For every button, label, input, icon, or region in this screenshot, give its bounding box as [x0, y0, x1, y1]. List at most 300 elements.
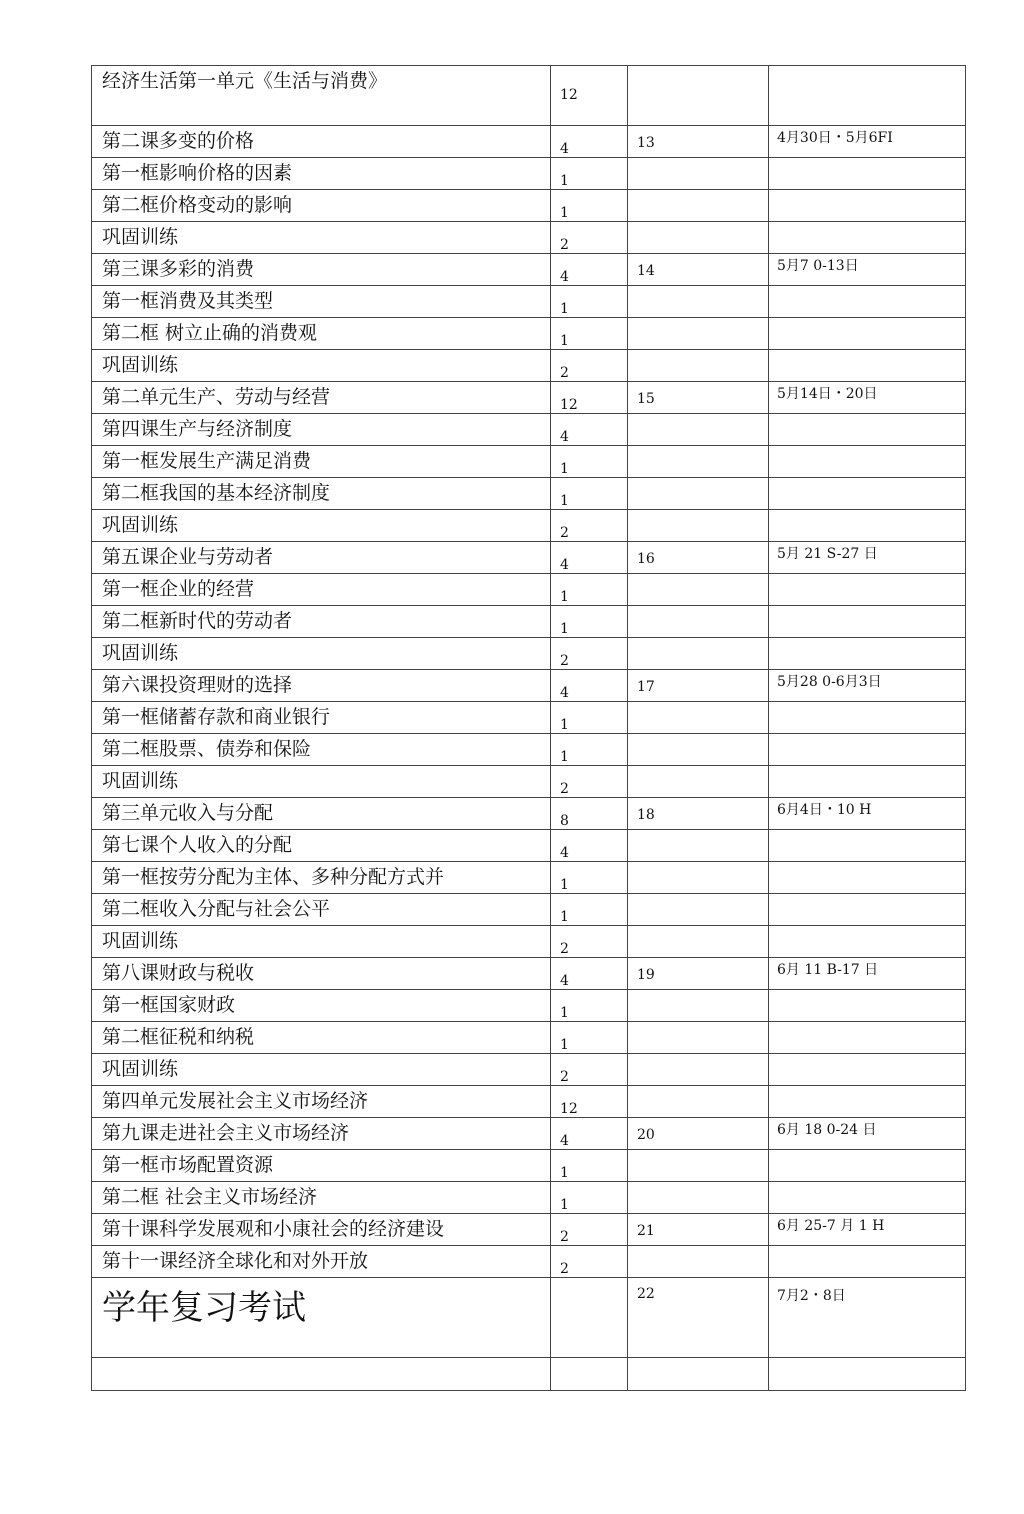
hours-text: 2 [560, 1229, 569, 1245]
table-row [92, 66, 966, 126]
date-cell [769, 670, 966, 702]
hours-cell [551, 1182, 628, 1214]
topic-cell [92, 478, 551, 510]
date-text [769, 414, 965, 418]
week-cell [628, 1214, 769, 1246]
hours-cell [551, 126, 628, 158]
week-text: 16 [637, 551, 655, 567]
date-text [769, 1182, 965, 1186]
table-row [92, 1246, 966, 1278]
week-text [628, 190, 768, 199]
hours-cell [551, 798, 628, 830]
date-cell [769, 254, 966, 286]
table-row [92, 382, 966, 414]
date-text [769, 766, 965, 770]
topic-cell [92, 990, 551, 1022]
week-text: 19 [637, 967, 655, 983]
table-row [92, 1086, 966, 1118]
topic-text: 经济生活第一单元《生活与消费》 [102, 70, 388, 92]
week-cell [628, 638, 769, 670]
topic-cell [92, 510, 551, 542]
date-cell [769, 606, 966, 638]
date-cell [769, 830, 966, 862]
topic-text: 第七课个人收入的分配 [102, 834, 293, 856]
date-text [769, 190, 965, 194]
topic-text: 第一框影响价格的因素 [102, 162, 293, 184]
week-text [628, 990, 768, 999]
date-text: 5月 21 S-27 日 [777, 546, 878, 562]
date-text [769, 510, 965, 514]
topic-cell [92, 862, 551, 894]
table-row [92, 1022, 966, 1054]
hours-text: 4 [560, 141, 569, 157]
topic-text: 第二框新时代的劳动者 [102, 610, 293, 632]
date-cell [769, 958, 966, 990]
topic-text: 巩固训练 [102, 642, 179, 664]
date-cell [769, 574, 966, 606]
date-cell [769, 1150, 966, 1182]
week-text: 18 [637, 807, 655, 823]
week-cell [628, 990, 769, 1022]
topic-cell [92, 1182, 551, 1214]
hours-cell [551, 1022, 628, 1054]
week-cell [628, 478, 769, 510]
hours-text [551, 1278, 627, 1293]
hours-text: 4 [560, 845, 569, 861]
topic-cell [92, 1118, 551, 1150]
week-cell [628, 318, 769, 350]
week-text [628, 734, 768, 743]
week-text [628, 894, 768, 903]
table-row [92, 1214, 966, 1246]
date-text [769, 318, 965, 322]
date-text: 6月4日・10 H [777, 802, 872, 818]
date-text [769, 446, 965, 450]
topic-cell [92, 1022, 551, 1054]
week-text [628, 1086, 768, 1095]
date-text [769, 1054, 965, 1058]
topic-cell [92, 382, 551, 414]
date-text [769, 862, 965, 866]
hours-cell [551, 318, 628, 350]
date-text: 6月 18 0-24 日 [777, 1122, 877, 1138]
date-text [769, 1086, 965, 1090]
week-cell [628, 254, 769, 286]
date-cell [769, 510, 966, 542]
week-cell [628, 1150, 769, 1182]
topic-cell [92, 66, 551, 126]
week-text [628, 510, 768, 519]
hours-cell [551, 350, 628, 382]
date-text [769, 1358, 965, 1362]
topic-text: 第二框收入分配与社会公平 [102, 898, 331, 920]
week-cell [628, 190, 769, 222]
hours-cell [551, 66, 628, 126]
topic-text: 第二单元生产、劳动与经营 [102, 386, 331, 408]
week-text [628, 1182, 768, 1191]
date-cell [769, 542, 966, 574]
week-text: 15 [637, 391, 655, 407]
date-text [769, 926, 965, 930]
date-text [769, 286, 965, 290]
topic-cell [92, 1214, 551, 1246]
date-text [769, 574, 965, 578]
date-text [769, 830, 965, 834]
topic-text: 第三单元收入与分配 [102, 802, 274, 824]
date-cell [769, 1182, 966, 1214]
week-cell [628, 1358, 769, 1391]
topic-text: 第一框企业的经营 [102, 578, 255, 600]
date-text: 6月 25-7 月 1 H [777, 1218, 885, 1234]
week-text [628, 1358, 768, 1367]
hours-text: 1 [560, 173, 569, 189]
date-cell [769, 318, 966, 350]
topic-cell [92, 318, 551, 350]
topic-text: 第一框消费及其类型 [102, 290, 274, 312]
date-text [769, 1150, 965, 1154]
topic-cell [92, 1150, 551, 1182]
week-text [628, 766, 768, 775]
date-cell [769, 766, 966, 798]
topic-text: 巩固训练 [102, 514, 179, 536]
week-cell [628, 766, 769, 798]
topic-text: 巩固训练 [102, 354, 179, 376]
date-text [769, 894, 965, 898]
topic-text: 第二框我国的基本经济制度 [102, 482, 331, 504]
date-text [769, 478, 965, 482]
week-cell [628, 830, 769, 862]
week-cell [628, 702, 769, 734]
hours-cell [551, 926, 628, 958]
week-cell [628, 1118, 769, 1150]
week-text [628, 222, 768, 231]
hours-cell [551, 862, 628, 894]
week-text [628, 926, 768, 935]
hours-cell [551, 542, 628, 574]
week-cell [628, 1054, 769, 1086]
table-row [92, 510, 966, 542]
week-cell [628, 222, 769, 254]
table-row [92, 286, 966, 318]
date-cell [769, 158, 966, 190]
topic-text: 第二框 社会主义市场经济 [102, 1186, 318, 1208]
hours-text: 2 [560, 1261, 569, 1277]
week-cell [628, 606, 769, 638]
date-cell [769, 894, 966, 926]
topic-text: 第二框价格变动的影响 [102, 194, 293, 216]
hours-cell [551, 158, 628, 190]
schedule-body [92, 66, 966, 1391]
table-row [92, 222, 966, 254]
date-cell [769, 638, 966, 670]
hours-cell [551, 1246, 628, 1278]
hours-text: 1 [560, 301, 569, 317]
table-row [92, 542, 966, 574]
topic-cell [92, 574, 551, 606]
hours-cell [551, 1086, 628, 1118]
hours-cell [551, 1278, 628, 1358]
hours-text: 4 [560, 269, 569, 285]
hours-text: 1 [560, 877, 569, 893]
table-row [92, 638, 966, 670]
week-text [628, 574, 768, 583]
week-text [628, 414, 768, 423]
date-text [769, 606, 965, 610]
hours-cell [551, 638, 628, 670]
date-cell [769, 1118, 966, 1150]
hours-cell [551, 510, 628, 542]
date-text: 5月7 0-13日 [777, 258, 859, 274]
week-text [628, 286, 768, 295]
week-text [628, 702, 768, 711]
topic-text: 第二框 树立止确的消费观 [102, 322, 318, 344]
hours-cell [551, 894, 628, 926]
week-text [628, 606, 768, 615]
hours-text: 1 [560, 909, 569, 925]
hours-text: 2 [560, 237, 569, 253]
topic-cell [92, 286, 551, 318]
hours-cell [551, 734, 628, 766]
topic-text: 第一框储蓄存款和商业银行 [102, 706, 331, 728]
week-text [628, 1246, 768, 1255]
hours-text: 8 [560, 813, 569, 829]
date-text [769, 350, 965, 354]
week-text: 22 [637, 1286, 655, 1302]
week-cell [628, 158, 769, 190]
date-cell [769, 222, 966, 254]
week-cell [628, 66, 769, 126]
hours-text: 1 [560, 1197, 569, 1213]
topic-text: 第二框股票、债券和保险 [102, 738, 312, 760]
topic-text: 第四单元发展社会主义市场经济 [102, 1090, 369, 1112]
week-cell [628, 542, 769, 574]
hours-text: 4 [560, 557, 569, 573]
hours-text: 12 [560, 397, 578, 413]
hours-text [551, 1358, 627, 1373]
table-row [92, 446, 966, 478]
topic-cell [92, 702, 551, 734]
date-text [769, 222, 965, 226]
topic-cell [92, 798, 551, 830]
week-text [628, 318, 768, 327]
hours-text: 4 [560, 973, 569, 989]
table-row [92, 894, 966, 926]
hours-text: 1 [560, 205, 569, 221]
hours-text: 1 [560, 1005, 569, 1021]
table-row [92, 670, 966, 702]
topic-text: 第二课多变的价格 [102, 130, 255, 152]
topic-cell [92, 222, 551, 254]
topic-text: 第三课多彩的消费 [102, 258, 255, 280]
date-cell [769, 382, 966, 414]
week-cell [628, 510, 769, 542]
topic-cell [92, 1278, 551, 1358]
topic-cell [92, 638, 551, 670]
topic-text [92, 1358, 550, 1362]
date-cell [769, 1358, 966, 1391]
topic-text: 学年复习考试 [102, 1288, 306, 1328]
hours-text: 12 [560, 1101, 578, 1117]
table-row [92, 190, 966, 222]
topic-cell [92, 958, 551, 990]
topic-cell [92, 190, 551, 222]
hours-cell [551, 574, 628, 606]
hours-cell [551, 1358, 628, 1391]
topic-text: 第一框国家财政 [102, 994, 236, 1016]
week-text [628, 1022, 768, 1031]
date-cell [769, 702, 966, 734]
hours-text: 2 [560, 653, 569, 669]
week-cell [628, 926, 769, 958]
hours-text: 12 [560, 87, 578, 103]
table-row [92, 158, 966, 190]
week-text [628, 446, 768, 455]
week-cell [628, 126, 769, 158]
date-cell [769, 990, 966, 1022]
week-cell [628, 1182, 769, 1214]
topic-cell [92, 126, 551, 158]
date-cell [769, 446, 966, 478]
week-text [628, 1054, 768, 1063]
date-cell [769, 1086, 966, 1118]
topic-text: 第六课投资理财的选择 [102, 674, 293, 696]
hours-text: 1 [560, 1037, 569, 1053]
date-cell [769, 862, 966, 894]
table-row [92, 702, 966, 734]
date-cell [769, 126, 966, 158]
week-cell [628, 670, 769, 702]
topic-cell [92, 158, 551, 190]
hours-cell [551, 222, 628, 254]
date-text [769, 990, 965, 994]
topic-text: 第十课科学发展观和小康社会的经济建设 [102, 1218, 445, 1240]
week-text [628, 66, 768, 75]
week-cell [628, 1022, 769, 1054]
week-cell [628, 574, 769, 606]
week-cell [628, 446, 769, 478]
topic-text: 第四课生产与经济制度 [102, 418, 293, 440]
week-cell [628, 862, 769, 894]
week-text [628, 830, 768, 839]
table-row [92, 478, 966, 510]
date-cell [769, 926, 966, 958]
hours-cell [551, 990, 628, 1022]
date-cell [769, 734, 966, 766]
week-cell [628, 350, 769, 382]
date-cell [769, 66, 966, 126]
topic-cell [92, 1246, 551, 1278]
topic-text: 第五课企业与劳动者 [102, 546, 274, 568]
topic-cell [92, 414, 551, 446]
week-text [628, 350, 768, 359]
hours-text: 1 [560, 461, 569, 477]
topic-text: 第一框发展生产满足消费 [102, 450, 312, 472]
topic-cell [92, 606, 551, 638]
hours-text: 2 [560, 781, 569, 797]
hours-text: 1 [560, 493, 569, 509]
hours-text: 2 [560, 365, 569, 381]
week-text [628, 158, 768, 167]
hours-text: 1 [560, 717, 569, 733]
hours-text: 4 [560, 685, 569, 701]
week-cell [628, 414, 769, 446]
week-cell [628, 734, 769, 766]
table-row [92, 414, 966, 446]
hours-text: 1 [560, 749, 569, 765]
table-row [92, 798, 966, 830]
date-text [769, 734, 965, 738]
week-cell [628, 1246, 769, 1278]
table-row [92, 926, 966, 958]
topic-text: 巩固训练 [102, 226, 179, 248]
hours-cell [551, 254, 628, 286]
date-text: 5月14日・20日 [777, 386, 878, 402]
topic-text: 第一框市场配置资源 [102, 1154, 274, 1176]
hours-text: 4 [560, 429, 569, 445]
date-cell [769, 286, 966, 318]
topic-text: 第八课财政与税收 [102, 962, 255, 984]
date-text [769, 1022, 965, 1026]
table-row [92, 606, 966, 638]
hours-cell [551, 1118, 628, 1150]
table-row [92, 254, 966, 286]
table-row [92, 1358, 966, 1391]
date-cell [769, 350, 966, 382]
hours-cell [551, 286, 628, 318]
teaching-schedule-table [91, 65, 966, 1391]
hours-cell [551, 1214, 628, 1246]
date-text [769, 158, 965, 162]
table-row [92, 990, 966, 1022]
hours-text: 1 [560, 621, 569, 637]
table-row [92, 1054, 966, 1086]
hours-text: 2 [560, 1069, 569, 1085]
week-cell [628, 958, 769, 990]
week-cell [628, 1278, 769, 1358]
week-cell [628, 1086, 769, 1118]
hours-cell [551, 1150, 628, 1182]
week-text: 14 [637, 263, 655, 279]
hours-text: 1 [560, 333, 569, 349]
table-row [92, 1150, 966, 1182]
date-cell [769, 1022, 966, 1054]
hours-text: 1 [560, 589, 569, 605]
hours-text: 1 [560, 1165, 569, 1181]
topic-cell [92, 254, 551, 286]
hours-cell [551, 382, 628, 414]
table-row [92, 958, 966, 990]
date-text [769, 1246, 965, 1250]
topic-text: 巩固训练 [102, 930, 179, 952]
hours-cell [551, 766, 628, 798]
topic-text: 第九课走进社会主义市场经济 [102, 1122, 350, 1144]
hours-cell [551, 606, 628, 638]
topic-text: 第二框征税和纳税 [102, 1026, 255, 1048]
hours-cell [551, 478, 628, 510]
hours-text: 2 [560, 525, 569, 541]
table-row [92, 126, 966, 158]
hours-cell [551, 446, 628, 478]
table-row [92, 1118, 966, 1150]
date-cell [769, 798, 966, 830]
hours-text: 2 [560, 941, 569, 957]
date-cell [769, 1214, 966, 1246]
table-row [92, 734, 966, 766]
week-cell [628, 798, 769, 830]
topic-cell [92, 350, 551, 382]
topic-text: 巩固训练 [102, 1058, 179, 1080]
week-text [628, 862, 768, 871]
